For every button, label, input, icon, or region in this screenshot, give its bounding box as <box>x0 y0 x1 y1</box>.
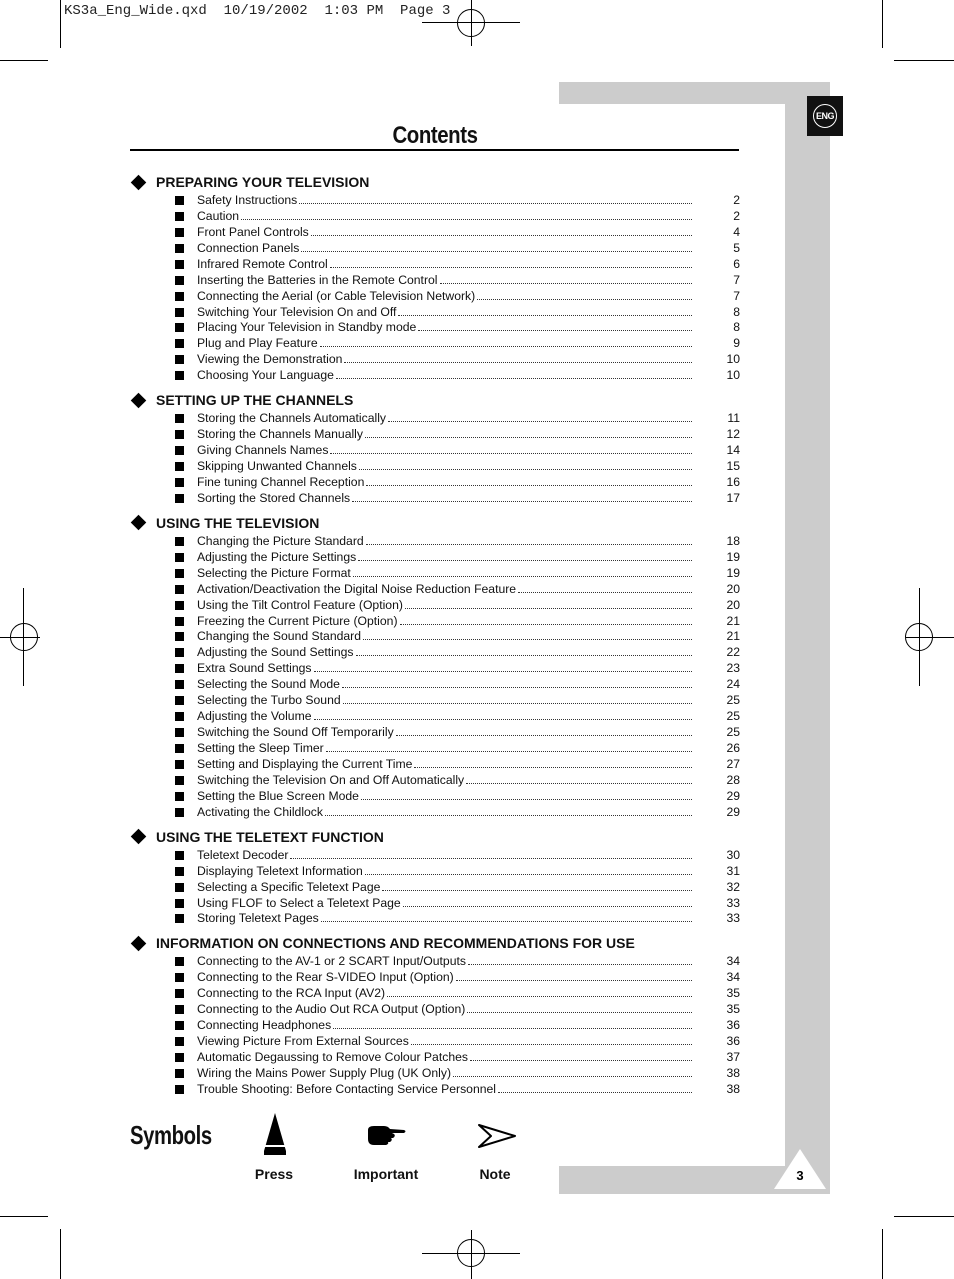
square-bullet-icon <box>175 276 184 285</box>
dot-leader <box>301 251 692 252</box>
dot-leader <box>405 608 692 609</box>
square-bullet-icon <box>175 808 184 817</box>
toc-section <box>130 513 740 820</box>
section-heading <box>130 513 740 533</box>
dot-leader <box>498 1092 692 1093</box>
toc-entry-page: 10 <box>726 352 740 367</box>
toc-entry <box>130 581 740 597</box>
page-number: 3 <box>796 1168 804 1183</box>
square-bullet-icon <box>175 478 184 487</box>
square-bullet-icon <box>175 494 184 503</box>
toc-entry-page: 19 <box>726 549 740 564</box>
square-bullet-icon <box>175 430 184 439</box>
toc-entry <box>130 804 740 820</box>
diamond-bullet-icon <box>131 829 147 845</box>
toc-entry-page: 29 <box>726 804 740 819</box>
toc-entry <box>130 895 740 911</box>
dot-leader <box>290 858 692 859</box>
toc-entry-label: Wiring the Mains Power Supply Plug (UK Only) <box>197 1065 451 1080</box>
square-bullet-icon <box>175 212 184 221</box>
toc-entry-label: Selecting the Sound Mode <box>197 677 340 692</box>
file-slug: KS3a_Eng_Wide.qxd 10/19/2002 1:03 PM Page 3 <box>64 3 451 19</box>
toc-entry-page: 36 <box>726 1034 740 1049</box>
dot-leader <box>440 283 693 284</box>
square-bullet-icon <box>175 1021 184 1030</box>
dot-leader <box>456 980 692 981</box>
toc-entry-page: 23 <box>726 661 740 676</box>
square-bullet-icon <box>175 339 184 348</box>
diamond-bullet-icon <box>131 174 147 190</box>
toc-entry <box>130 320 740 336</box>
square-bullet-icon <box>175 712 184 721</box>
toc-entry <box>130 549 740 565</box>
square-bullet-icon <box>175 462 184 471</box>
toc-entry <box>130 644 740 660</box>
crop-mark <box>0 1216 48 1217</box>
toc-section <box>130 172 740 383</box>
toc-entry-page: 38 <box>726 1081 740 1096</box>
square-bullet-icon <box>175 760 184 769</box>
crop-mark <box>894 60 954 61</box>
toc-entry-page: 34 <box>726 954 740 969</box>
toc-entry-label: Freezing the Current Picture (Option) <box>197 613 398 628</box>
diamond-bullet-icon <box>131 515 147 531</box>
toc-entry-page: 24 <box>726 677 740 692</box>
toc-entry-label: Activating the Childlock <box>197 804 323 819</box>
square-bullet-icon <box>175 776 184 785</box>
toc-entry-page: 21 <box>726 613 740 628</box>
crop-mark <box>894 1216 954 1217</box>
square-bullet-icon <box>175 446 184 455</box>
dot-leader <box>518 592 692 593</box>
dot-leader <box>314 719 692 720</box>
toc-entry-label: Trouble Shooting: Before Contacting Service Personnel <box>197 1081 496 1096</box>
dot-leader <box>403 906 692 907</box>
toc-entry <box>130 533 740 549</box>
toc-entry-label: Choosing Your Language <box>197 368 334 383</box>
toc-entry-label: Switching Your Television On and Off <box>197 304 397 319</box>
toc-entry-page: 12 <box>726 427 740 442</box>
section-heading <box>130 933 740 953</box>
crop-mark <box>60 0 61 48</box>
toc-entry <box>130 676 740 692</box>
square-bullet-icon <box>175 851 184 860</box>
dot-leader <box>398 315 692 316</box>
square-bullet-icon <box>175 537 184 546</box>
language-badge-label: ENG <box>813 104 837 128</box>
toc-entry-label: Storing Teletext Pages <box>197 911 319 926</box>
square-bullet-icon <box>175 989 184 998</box>
square-bullet-icon <box>175 1069 184 1078</box>
toc-entry-label: Adjusting the Sound Settings <box>197 645 354 660</box>
important-hand-icon <box>366 1124 408 1146</box>
toc-entry <box>130 335 740 351</box>
square-bullet-icon <box>175 569 184 578</box>
toc-entry <box>130 351 740 367</box>
toc-entry <box>130 1049 740 1065</box>
dot-leader <box>365 437 692 438</box>
square-bullet-icon <box>175 228 184 237</box>
registration-target-icon <box>457 1239 485 1267</box>
dot-leader <box>352 501 692 502</box>
square-bullet-icon <box>175 196 184 205</box>
toc-entry <box>130 1001 740 1017</box>
toc-entry-label: Connecting to the Audio Out RCA Output (Option) <box>197 1002 466 1017</box>
toc-entry-page: 21 <box>726 629 740 644</box>
section-heading <box>130 827 740 847</box>
toc-entry-label: Infrared Remote Control <box>197 256 328 271</box>
square-bullet-icon <box>175 957 184 966</box>
toc-entry-page: 4 <box>733 224 740 239</box>
dot-leader <box>361 799 692 800</box>
toc-entry-page: 38 <box>726 1065 740 1080</box>
toc-entry-label: Setting the Sleep Timer <box>197 741 324 755</box>
toc-entry <box>130 208 740 224</box>
square-bullet-icon <box>175 308 184 317</box>
square-bullet-icon <box>175 323 184 332</box>
toc-entry-page: 33 <box>726 895 740 910</box>
toc-entry-label: Fine tuning Channel Reception <box>197 474 365 489</box>
toc-entry-page: 32 <box>726 879 740 894</box>
toc-entry <box>130 911 740 927</box>
toc-entry-label: Activation/Deactivation the Digital Noise Reduction Feature <box>197 581 517 596</box>
square-bullet-icon <box>175 1053 184 1062</box>
dot-leader <box>314 671 693 672</box>
toc-entry <box>130 1081 740 1097</box>
toc-entry-label: Using the Tilt Control Feature (Option) <box>197 597 403 612</box>
dot-leader <box>467 1012 692 1013</box>
square-bullet-icon <box>175 553 184 562</box>
toc-entry-label: Changing the Picture Standard <box>197 533 364 548</box>
toc-section <box>130 390 740 506</box>
square-bullet-icon <box>175 696 184 705</box>
toc-entry-page: 7 <box>733 288 740 303</box>
toc-entry <box>130 847 740 863</box>
square-bullet-icon <box>175 414 184 423</box>
toc-entry-label: Viewing the Demonstration <box>197 352 343 367</box>
important-label: Important <box>353 1166 419 1182</box>
toc-entry-page: 37 <box>726 1050 740 1064</box>
square-bullet-icon <box>175 1005 184 1014</box>
toc-entry-label: Extra Sound Settings <box>197 661 312 676</box>
toc-entry-page: 16 <box>726 474 740 489</box>
toc-entry <box>130 740 740 756</box>
toc-entry-label: Storing the Channels Manually <box>197 427 363 442</box>
toc-entry-page: 25 <box>726 709 740 724</box>
toc-entry-label: Adjusting the Picture Settings <box>197 549 357 564</box>
toc-entry-page: 26 <box>726 741 740 755</box>
toc-entry <box>130 288 740 304</box>
dot-leader <box>333 1028 692 1029</box>
dot-leader <box>366 485 692 486</box>
toc-entry <box>130 708 740 724</box>
toc-entry-label: Inserting the Batteries in the Remote Control <box>197 272 438 287</box>
square-bullet-icon <box>175 1037 184 1046</box>
toc-entry <box>130 953 740 969</box>
dot-leader <box>453 1076 692 1077</box>
toc-entry <box>130 985 740 1001</box>
toc-entry-page: 6 <box>733 256 740 271</box>
dot-leader <box>468 964 692 965</box>
toc-entry-label: Sorting the Stored Channels <box>197 490 351 505</box>
diamond-bullet-icon <box>131 392 147 408</box>
toc-entry-label: Safety Instructions <box>197 192 298 207</box>
toc-entry <box>130 879 740 895</box>
dot-leader <box>365 874 692 875</box>
dot-leader <box>353 576 692 577</box>
toc-entry <box>130 367 740 383</box>
section-heading-text: USING THE TELEVISION <box>156 514 320 531</box>
toc-entry <box>130 256 740 272</box>
toc-entry-label: Connecting Headphones <box>197 1018 332 1033</box>
toc-entry <box>130 565 740 581</box>
toc-entry-label: Connection Panels <box>197 240 300 255</box>
section-heading-text: PREPARING YOUR TELEVISION <box>156 174 370 190</box>
toc-entry-page: 11 <box>727 411 740 426</box>
section-heading-text: SETTING UP THE CHANNELS <box>156 392 354 409</box>
square-bullet-icon <box>175 744 184 753</box>
square-bullet-icon <box>175 632 184 641</box>
toc-entry <box>130 660 740 676</box>
note-label: Note <box>479 1166 511 1182</box>
square-bullet-icon <box>175 585 184 594</box>
dot-leader <box>343 703 692 704</box>
toc-entry <box>130 192 740 208</box>
toc-entry-label: Skipping Unwanted Channels <box>197 459 357 473</box>
toc-entry-page: 36 <box>726 1018 740 1033</box>
toc-entry-page: 22 <box>726 645 740 660</box>
dot-leader <box>330 453 692 454</box>
toc-entry <box>130 442 740 458</box>
toc-entry-label: Placing Your Television in Standby mode <box>197 320 417 335</box>
square-bullet-icon <box>175 914 184 923</box>
toc-entry <box>130 969 740 985</box>
dot-leader <box>418 330 692 331</box>
toc-entry-page: 8 <box>733 320 740 335</box>
toc-entry-label: Setting and Displaying the Current Time <box>197 756 413 771</box>
toc-entry-label: Teletext Decoder <box>197 847 289 862</box>
toc-entry <box>130 1065 740 1081</box>
toc-entry-label: Automatic Degaussing to Remove Colour Patches <box>197 1050 468 1064</box>
toc-entry <box>130 490 740 506</box>
toc-entry-label: Changing the Sound Standard <box>197 629 361 644</box>
toc-entry <box>130 756 740 772</box>
title-rule <box>130 149 739 151</box>
note-arrow-icon <box>478 1124 516 1148</box>
toc-entry <box>130 410 740 426</box>
square-bullet-icon <box>175 371 184 380</box>
dot-leader <box>336 378 692 379</box>
toc-entry-page: 35 <box>726 986 740 1001</box>
dot-leader <box>326 751 692 752</box>
registration-target-icon <box>10 623 38 651</box>
toc-entry-label: Giving Channels Names <box>197 443 329 458</box>
toc-entry-page: 7 <box>733 272 740 287</box>
dot-leader <box>241 219 692 220</box>
toc-entry-page: 25 <box>726 725 740 740</box>
dot-leader <box>330 267 692 268</box>
language-badge <box>807 96 843 136</box>
toc-entry <box>130 863 740 879</box>
section-heading-text: USING THE TELETEXT FUNCTION <box>156 828 384 845</box>
symbols-title: Symbols <box>130 1120 212 1150</box>
toc-entry <box>130 272 740 288</box>
toc-entry-label: Selecting the Picture Format <box>197 565 351 580</box>
dot-leader <box>411 1044 692 1045</box>
dot-leader <box>388 421 692 422</box>
square-bullet-icon <box>175 867 184 876</box>
toc-entry-label: Caution <box>197 208 240 223</box>
toc-entry-page: 5 <box>733 240 740 255</box>
square-bullet-icon <box>175 355 184 364</box>
toc-entry-label: Displaying Teletext Information <box>197 863 363 878</box>
toc-entry <box>130 1017 740 1033</box>
toc-entry-page: 15 <box>726 459 740 473</box>
toc-entry <box>130 1033 740 1049</box>
toc-entry-label: Setting the Blue Screen Mode <box>197 788 359 803</box>
toc-entry-page: 17 <box>726 490 740 505</box>
page-frame-side <box>785 82 830 1194</box>
dot-leader <box>477 299 692 300</box>
toc-entry-label: Switching the Sound Off Temporarily <box>197 725 394 740</box>
registration-target-icon <box>905 623 933 651</box>
square-bullet-icon <box>175 292 184 301</box>
press-icon <box>262 1113 288 1157</box>
toc-entry-page: 2 <box>733 192 740 207</box>
toc-entry <box>130 629 740 645</box>
toc-entry-label: Front Panel Controls <box>197 224 309 239</box>
crop-mark <box>882 1229 883 1279</box>
square-bullet-icon <box>175 664 184 673</box>
square-bullet-icon <box>175 973 184 982</box>
section-heading-text: INFORMATION ON CONNECTIONS AND RECOMMENDATIONS FOR USE <box>156 935 635 952</box>
dot-leader <box>400 624 693 625</box>
toc-entry-page: 18 <box>726 533 740 548</box>
toc-entry-page: 20 <box>726 581 740 596</box>
dot-leader <box>387 996 692 997</box>
toc-entry-label: Plug and Play Feature <box>197 336 318 351</box>
dot-leader <box>356 655 692 656</box>
toc-entry-page: 14 <box>726 443 740 458</box>
toc-entry-label: Selecting the Turbo Sound <box>197 693 341 708</box>
square-bullet-icon <box>175 601 184 610</box>
toc-entry-label: Connecting to the Rear S-VIDEO Input (Option) <box>197 970 454 985</box>
square-bullet-icon <box>175 680 184 689</box>
dot-leader <box>325 815 692 816</box>
toc-entry <box>130 458 740 474</box>
square-bullet-icon <box>175 648 184 657</box>
toc-entry <box>130 772 740 788</box>
section-heading <box>130 172 740 192</box>
square-bullet-icon <box>175 899 184 908</box>
dot-leader <box>414 767 692 768</box>
toc-entry <box>130 613 740 629</box>
toc-entry-page: 34 <box>726 970 740 985</box>
toc-entry-page: 20 <box>726 597 740 612</box>
dot-leader <box>344 362 692 363</box>
dot-leader <box>358 560 692 561</box>
toc-entry-page: 2 <box>733 208 740 223</box>
dot-leader <box>321 921 692 922</box>
toc-entry-page: 8 <box>733 304 740 319</box>
square-bullet-icon <box>175 244 184 253</box>
crop-mark <box>60 1229 61 1279</box>
registration-target-icon <box>457 9 485 37</box>
crop-mark <box>0 60 48 61</box>
toc-entry-label: Switching the Television On and Off Automatically <box>197 772 465 787</box>
dot-leader <box>396 735 692 736</box>
toc-entry-label: Connecting to the RCA Input (AV2) <box>197 986 386 1001</box>
dot-leader <box>470 1060 692 1061</box>
toc-entry <box>130 597 740 613</box>
dot-leader <box>311 235 692 236</box>
dot-leader <box>359 469 692 470</box>
square-bullet-icon <box>175 792 184 801</box>
toc-entry-page: 31 <box>726 863 740 878</box>
toc-entry-label: Adjusting the Volume <box>197 709 312 724</box>
crop-mark <box>882 0 883 48</box>
toc-entry-page: 10 <box>726 368 740 383</box>
square-bullet-icon <box>175 260 184 269</box>
toc-entry <box>130 426 740 442</box>
toc-entry-label: Selecting a Specific Teletext Page <box>197 879 381 894</box>
toc-entry-page: 35 <box>726 1002 740 1017</box>
toc-section <box>130 827 740 927</box>
toc-entry <box>130 724 740 740</box>
dot-leader <box>299 203 692 204</box>
square-bullet-icon <box>175 883 184 892</box>
dot-leader <box>466 783 692 784</box>
dot-leader <box>366 544 692 545</box>
toc-entry-page: 30 <box>726 847 740 862</box>
toc-entry <box>130 224 740 240</box>
page-title: Contents <box>392 122 478 149</box>
toc-entry-page: 19 <box>726 565 740 580</box>
toc-entry-label: Storing the Channels Automatically <box>197 411 387 426</box>
toc-entry <box>130 788 740 804</box>
toc-entry-page: 28 <box>726 772 740 787</box>
toc-entry-page: 29 <box>726 788 740 803</box>
toc-entry <box>130 304 740 320</box>
toc-entry-label: Connecting to the AV-1 or 2 SCART Input/Outputs <box>197 954 466 969</box>
square-bullet-icon <box>175 617 184 626</box>
toc-entry <box>130 474 740 490</box>
toc-entry-label: Using FLOF to Select a Teletext Page <box>197 895 401 910</box>
press-label: Press <box>254 1166 294 1182</box>
toc-entry-page: 25 <box>726 693 740 708</box>
square-bullet-icon <box>175 728 184 737</box>
toc-entry-page: 9 <box>733 336 740 351</box>
dot-leader <box>320 346 692 347</box>
dot-leader <box>342 687 692 688</box>
toc-entry-label: Viewing Picture From External Sources <box>197 1034 409 1049</box>
square-bullet-icon <box>175 1085 184 1094</box>
toc-entry-page: 33 <box>726 911 740 926</box>
toc-entry-page: 27 <box>726 756 740 771</box>
toc-entry <box>130 240 740 256</box>
diamond-bullet-icon <box>131 936 147 952</box>
dot-leader <box>363 639 692 640</box>
toc-entry <box>130 692 740 708</box>
toc-section <box>130 933 740 1096</box>
section-heading <box>130 390 740 410</box>
toc-entry-label: Connecting the Aerial (or Cable Television Network) <box>197 288 476 303</box>
table-of-contents <box>130 172 740 1104</box>
dot-leader <box>382 890 692 891</box>
